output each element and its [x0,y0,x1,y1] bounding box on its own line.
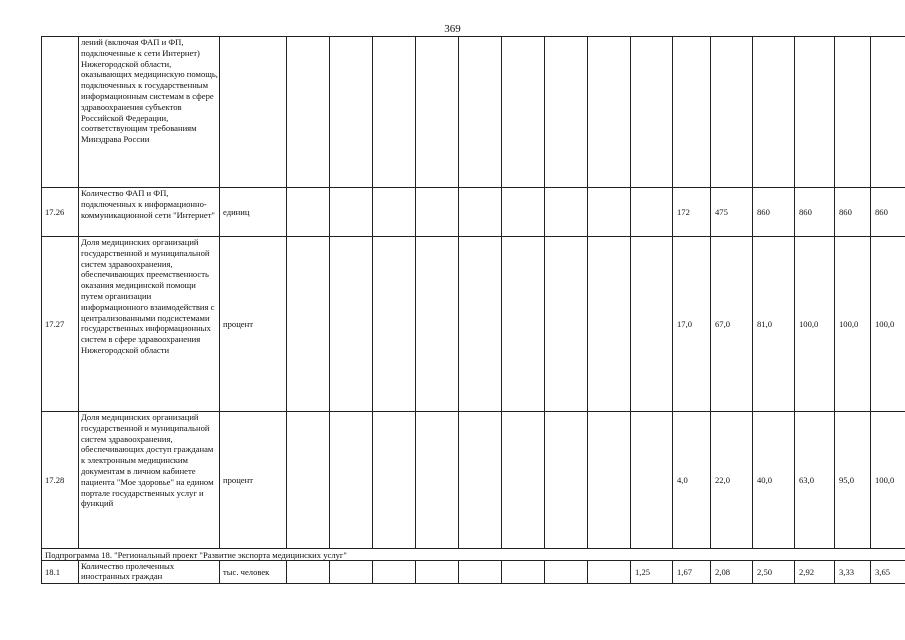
table-body [42,37,905,584]
row-number-cell: 17.27 [42,237,79,412]
value-cell: 1,25 [631,561,673,584]
value-cell: 100,0 [795,237,835,412]
value-cell: 17,0 [673,237,711,412]
subprogram-row [42,549,905,561]
value-cell [502,412,545,549]
value-cell [416,412,459,549]
value-cell [502,237,545,412]
value-cell: 4,0 [673,412,711,549]
value-cell [459,37,502,188]
table-row [42,561,905,584]
value-cell: 3,33 [835,561,871,584]
value-cell [330,37,373,188]
value-cell [502,37,545,188]
value-cell: 22,0 [711,412,753,549]
value-cell [287,37,330,188]
value-cell: 860 [871,188,905,237]
value-cell [545,37,588,188]
value-cell: 100,0 [835,237,871,412]
table-row [42,37,905,188]
value-cell [588,412,631,549]
value-cell [588,561,631,584]
value-cell [502,561,545,584]
value-cell [416,188,459,237]
unit-cell: единиц [220,188,287,237]
page-number: 369 [444,23,461,35]
value-cell [287,237,330,412]
value-cell: 1,67 [673,561,711,584]
value-cell [330,237,373,412]
value-cell [459,561,502,584]
value-cell [711,37,753,188]
value-cell: 2,08 [711,561,753,584]
value-cell [631,237,673,412]
value-cell [673,37,711,188]
unit-cell: процент [220,412,287,549]
value-cell [459,237,502,412]
value-cell: 63,0 [795,412,835,549]
value-cell [373,188,416,237]
indicator-name-cell: лений (включая ФАП и ФП, подключенные к сети Интернет) Нижегородской области, оказывающих медицинскую помощь, подключенных к государственным информационным системам в сфере здравоохранения субъектов Российской Федерации, соответствующим требованиям Минздрава России [79,37,220,188]
table-row [42,237,905,412]
value-cell [631,412,673,549]
value-cell [753,37,795,188]
value-cell: 100,0 [871,237,905,412]
table-row [42,412,905,549]
value-cell [588,37,631,188]
value-cell: 81,0 [753,237,795,412]
value-cell [287,412,330,549]
row-number-cell: 17.28 [42,412,79,549]
value-cell: 475 [711,188,753,237]
subprogram-title: Подпрограмма 18. "Региональный проект "Развитие экспорта медицинских услуг" [42,549,905,561]
indicator-name-cell: Количество ФАП и ФП, подключенных к информационно-коммуникационной сети "Интернет" [79,188,220,237]
value-cell [545,412,588,549]
row-number-cell [42,37,79,188]
indicators-table [41,36,905,584]
value-cell [287,188,330,237]
value-cell [545,188,588,237]
value-cell: 2,92 [795,561,835,584]
value-cell: 2,50 [753,561,795,584]
value-cell [373,412,416,549]
value-cell [871,37,905,188]
value-cell [631,37,673,188]
value-cell [459,412,502,549]
value-cell: 95,0 [835,412,871,549]
value-cell [330,412,373,549]
value-cell: 172 [673,188,711,237]
value-cell: 860 [795,188,835,237]
indicator-name-cell: Доля медицинских организаций государственной и муниципальной систем здравоохранения, обеспечивающих доступ гражданам к электронным медицинским документам в личном кабинете пациента "Мое здоровье" на едином портале государственных услуг и функций [79,412,220,549]
row-number-cell: 17.26 [42,188,79,237]
unit-cell: процент [220,237,287,412]
value-cell: 67,0 [711,237,753,412]
value-cell [588,237,631,412]
value-cell [416,237,459,412]
value-cell: 40,0 [753,412,795,549]
value-cell [835,37,871,188]
value-cell [373,561,416,584]
value-cell [795,37,835,188]
value-cell [330,561,373,584]
value-cell [459,188,502,237]
value-cell [330,188,373,237]
value-cell [545,237,588,412]
unit-cell: тыс. человек [220,561,287,584]
indicator-name-cell: Количество пролеченных иностранных граждан [79,561,220,584]
indicator-name-cell: Доля медицинских организаций государственной и муниципальной систем здравоохранения, обеспечивающих преемственность оказания медицинской помощи путем организации информационного взаимодействия с централизованными подсистемами государственных информационных систем в сфере здравоохранения Нижегородской области [79,237,220,412]
row-number-cell: 18.1 [42,561,79,584]
value-cell [502,188,545,237]
value-cell [373,37,416,188]
value-cell [373,237,416,412]
value-cell [416,37,459,188]
value-cell [545,561,588,584]
unit-cell [220,37,287,188]
value-cell: 100,0 [871,412,905,549]
value-cell: 860 [753,188,795,237]
value-cell [631,188,673,237]
value-cell: 860 [835,188,871,237]
value-cell [287,561,330,584]
value-cell [416,561,459,584]
table-row [42,188,905,237]
value-cell: 3,65 [871,561,905,584]
value-cell [588,188,631,237]
